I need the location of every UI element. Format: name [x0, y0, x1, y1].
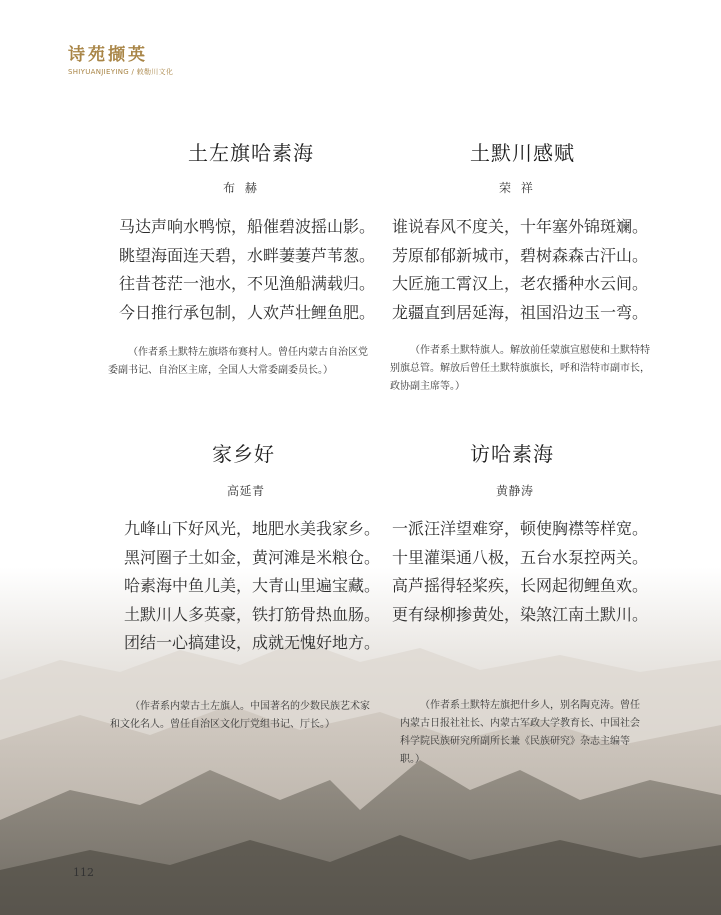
poem-line: 土默川人多英豪，铁打筋骨热血肠。 [124, 604, 381, 624]
section-subtitle [68, 67, 173, 77]
poem-line: 一派汪洋望难穿，顿使胸襟等样宽。 [392, 519, 649, 538]
poem-line: 谁说春风不度关，十年塞外锦斑斓。 [392, 217, 649, 236]
poem-title: 土左旗哈素海 [188, 141, 314, 165]
section-header [68, 40, 173, 77]
section-subtitle-latin: SHIYUANJIEYING [68, 68, 129, 76]
poem-lines [119, 213, 375, 327]
poem-author: 黄静涛 [496, 484, 534, 498]
poem-line: 往昔苍茫一池水，不见渔船满载归。 [119, 274, 376, 293]
poem-line: 黑河圈子土如金，黄河滩是米粮仓。 [124, 547, 381, 567]
author-note: （作者系内蒙古土左旗人。中国著名的少数民族艺术家和文化名人。曾任自治区文化厅党组书记、厅长。） [110, 701, 370, 730]
section-title: 诗苑撷英 [68, 45, 148, 65]
poem-title: 家乡好 [212, 442, 275, 466]
poem-author: 高延青 [227, 484, 265, 498]
poem-line: 高芦摇得轻桨疾，长网起彻鲤鱼欢。 [392, 576, 649, 595]
section-subtitle-separator: / [131, 68, 135, 76]
poem-title: 访哈素海 [470, 442, 554, 466]
author-note: （作者系土默特旗人。解放前任蒙旗宣慰使和土默特特别旗总管。解放后曾任土默特旗旗长，呼和浩特市副市长，政协副主席等。） [390, 345, 650, 392]
page-number: 112 [73, 866, 94, 879]
poem-line: 哈素海中鱼儿美，大青山里遍宝藏。 [124, 576, 381, 595]
poem-line: 大匠施工霄汉上，老农播种水云间。 [392, 274, 649, 293]
poem-lines [124, 515, 380, 658]
poem-line: 龙疆直到居延海，祖国沿边玉一弯。 [392, 302, 649, 322]
poem-line: 今日推行承包制，人欢芦壮鲤鱼肥。 [119, 302, 376, 322]
poem-author: 布 赫 [223, 181, 260, 195]
poem-line: 九峰山下好风光，地肥水美我家乡。 [124, 519, 381, 538]
author-note: （作者系土默特左旗把什乡人，别名陶克涛。曾任内蒙古日报社社长、内蒙古军政大学教育长、中国社会科学院民族研究所副所长兼《民族研究》杂志主编等职。） [400, 700, 640, 765]
poem-line: 更有绿柳掺黄处，染煞江南土默川。 [392, 604, 649, 624]
poem-author: 荣 祥 [499, 181, 536, 195]
poem-line: 眺望海面连天碧，水畔萋萋芦苇葱。 [119, 245, 376, 265]
poem-line: 团结一心搞建设，成就无愧好地方。 [124, 633, 381, 652]
author-note: （作者系土默特左旗塔布赛村人。曾任内蒙古自治区党委副书记、自治区主席，全国人大常委副委员长。） [108, 347, 368, 376]
section-subtitle-cn: 敕勒川文化 [136, 68, 174, 76]
poem-line: 十里灌渠通八极，五台水泵控两关。 [392, 547, 649, 567]
poem-title: 土默川感赋 [470, 141, 575, 165]
poem-line: 马达声响水鸭惊，船催碧波摇山影。 [119, 217, 376, 236]
poem-lines [392, 515, 648, 629]
poem-lines [392, 213, 648, 327]
poem-line: 芳原郁郁新城市，碧树森森古汗山。 [392, 245, 649, 265]
